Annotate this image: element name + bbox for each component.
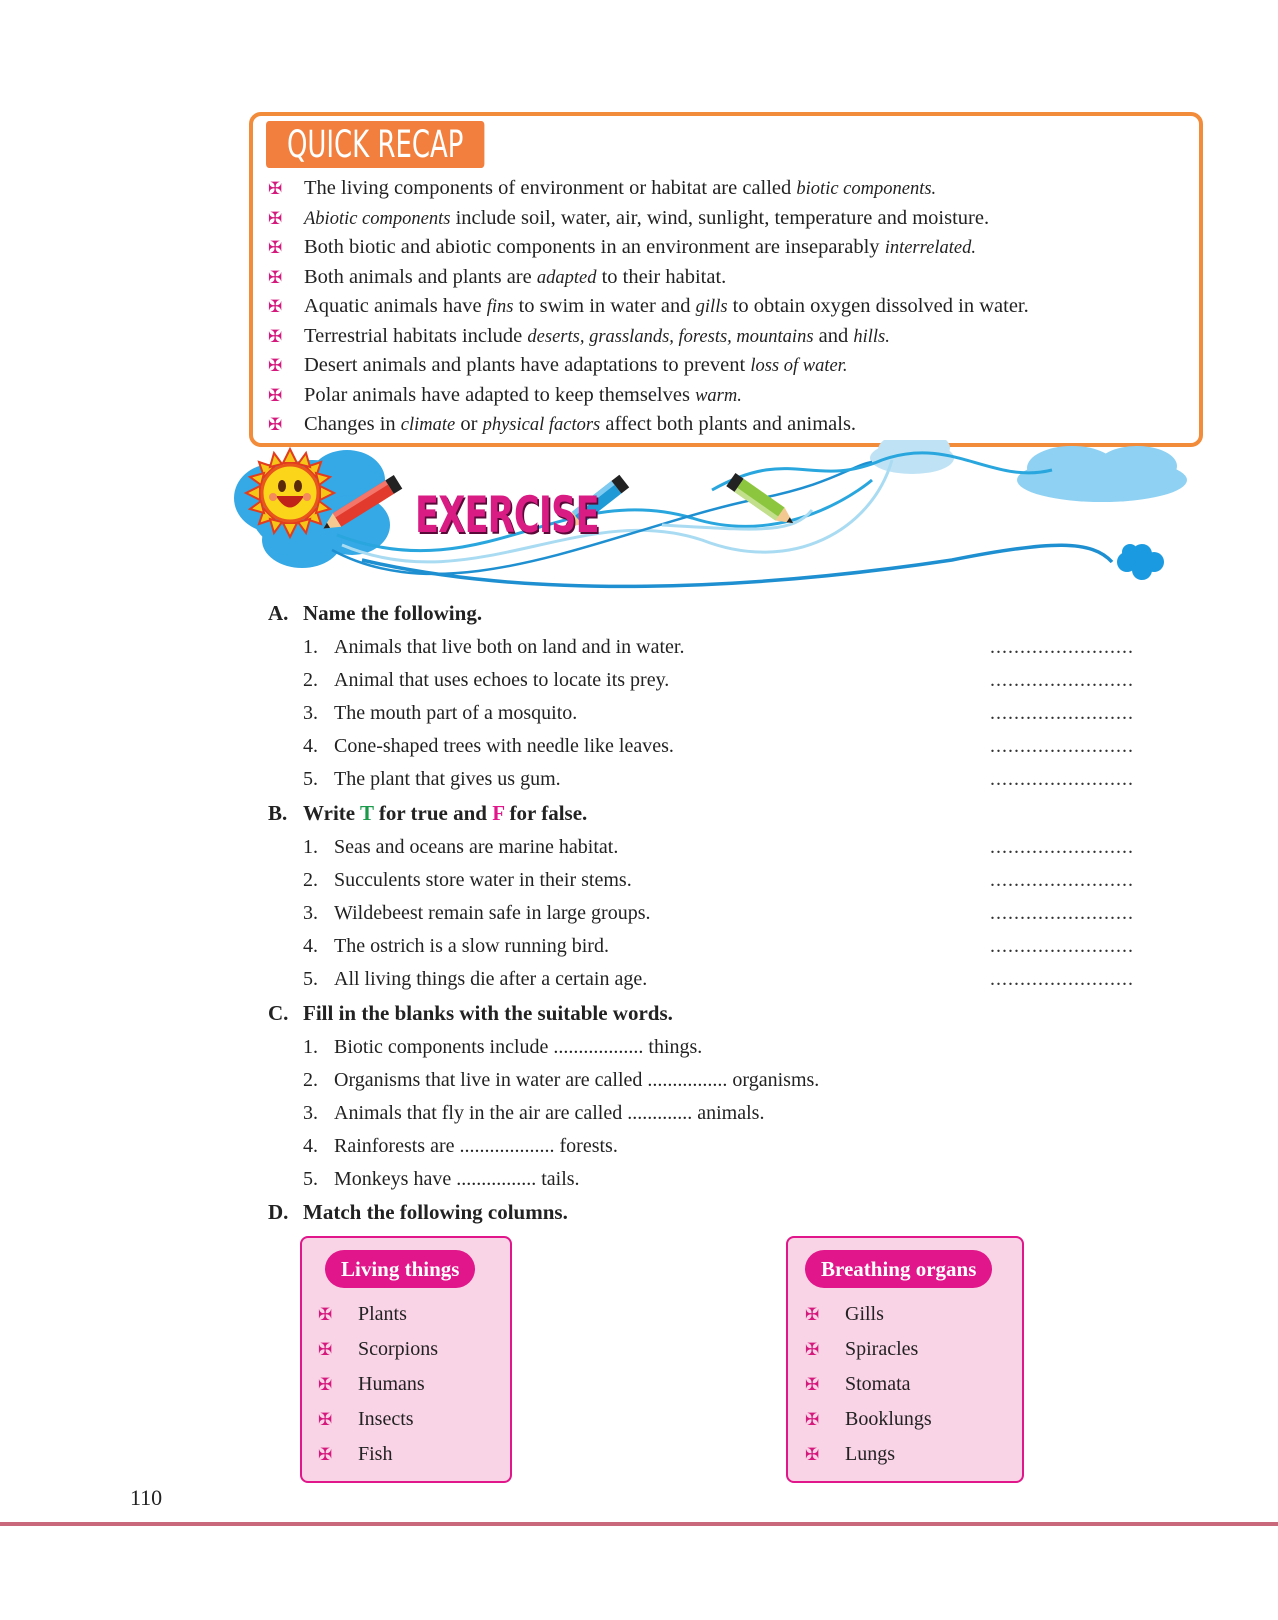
emphasis-text: gills: [695, 297, 728, 317]
question-text: Biotic components include: [334, 1036, 554, 1058]
question-text: Succulents store water in their stems.: [334, 869, 632, 891]
question-number: 2.: [303, 869, 318, 891]
section-c-questions: [303, 1033, 1163, 1198]
match-item[interactable]: [318, 1332, 438, 1367]
question-row: [303, 1099, 1163, 1132]
question-row: [303, 1165, 1163, 1198]
recap-item: [268, 410, 1168, 440]
question-number: 5.: [303, 968, 318, 990]
match-item-label: Scorpions: [358, 1338, 438, 1360]
recap-item: [268, 174, 1168, 204]
emphasis-text: loss of water.: [750, 356, 848, 376]
recap-item: [268, 204, 1168, 234]
maltese-cross-icon: ✠: [268, 179, 283, 198]
section-letter: A.: [268, 601, 289, 625]
living-things-title: Living things: [325, 1250, 475, 1288]
match-item[interactable]: [805, 1332, 932, 1367]
text: to obtain oxygen dissolved in water.: [727, 295, 1029, 317]
text: and: [813, 324, 854, 347]
exercise-title: EXERCISE: [415, 486, 599, 544]
fill-blank[interactable]: ................: [456, 1168, 537, 1190]
question-number: 1.: [303, 636, 318, 658]
answer-blank[interactable]: ........................: [990, 902, 1134, 924]
question-text: things.: [643, 1036, 703, 1058]
section-b-questions: [303, 833, 1163, 998]
answer-blank[interactable]: ........................: [990, 836, 1134, 858]
maltese-cross-icon: ✠: [805, 1445, 820, 1464]
match-item-label: Insects: [358, 1408, 414, 1430]
question-row: [303, 965, 1163, 998]
question-row: [303, 765, 1163, 798]
section-a-heading: [268, 599, 482, 627]
question-row: [303, 633, 1163, 666]
emphasis-text: physical factors: [482, 415, 601, 435]
question-text: Monkeys have: [334, 1168, 457, 1190]
question-text: Seas and oceans are marine habitat.: [334, 836, 619, 858]
maltese-cross-icon: ✠: [268, 208, 283, 228]
match-item-label: Spiracles: [845, 1338, 919, 1360]
question-number: 1.: [303, 836, 318, 858]
match-item-label: Plants: [358, 1303, 407, 1325]
section-c-heading: [268, 999, 673, 1027]
question-number: 5.: [303, 1168, 318, 1190]
maltese-cross-icon: ✠: [268, 326, 283, 346]
breathing-organs-title: Breathing organs: [805, 1250, 992, 1288]
match-item-label: Fish: [358, 1443, 393, 1465]
question-text: Wildebeest remain safe in large groups.: [334, 902, 651, 924]
question-row: [303, 932, 1163, 965]
text: affect both plants and animals.: [600, 413, 857, 435]
section-heading-text: Fill in the blanks with the suitable words.: [303, 1001, 673, 1025]
answer-blank[interactable]: ........................: [990, 968, 1134, 990]
emphasis-text: deserts, grasslands, forests, mountains: [527, 326, 814, 347]
maltese-cross-icon: ✠: [805, 1340, 820, 1359]
text: to swim in water and: [513, 295, 696, 317]
green-pencil-icon: [726, 473, 797, 530]
fill-blank[interactable]: ..................: [553, 1036, 644, 1058]
question-text: Cone-shaped trees with needle like leaves.: [334, 735, 674, 757]
match-item-label: Humans: [358, 1373, 425, 1395]
question: [303, 899, 651, 927]
match-item-label: Gills: [845, 1303, 884, 1325]
section-heading-text: Match the following columns.: [303, 1200, 568, 1224]
answer-blank[interactable]: ........................: [990, 702, 1134, 724]
question-text: All living things die after a certain age.: [334, 968, 648, 990]
maltese-cross-icon: ✠: [268, 385, 283, 405]
question-text: organisms.: [727, 1069, 820, 1091]
question-number: 1.: [303, 1036, 318, 1058]
living-things-list: [318, 1297, 438, 1472]
match-item[interactable]: [805, 1402, 932, 1437]
question-row: [303, 1132, 1163, 1165]
text: Aquatic animals have: [304, 295, 487, 317]
maltese-cross-icon: ✠: [805, 1410, 820, 1429]
question: [303, 932, 609, 960]
maltese-cross-icon: ✠: [318, 1445, 333, 1464]
question: [303, 732, 674, 760]
maltese-cross-icon: ✠: [268, 267, 283, 287]
text: or: [455, 413, 483, 435]
bottom-rule: [0, 1522, 1278, 1526]
question-number: 4.: [303, 735, 318, 757]
question-text: Organisms that live in water are called: [334, 1069, 648, 1091]
question: [303, 965, 647, 993]
large-cloud-icon: [1017, 446, 1187, 502]
maltese-cross-icon: ✠: [268, 356, 283, 375]
section-b-heading: [268, 799, 587, 827]
question: [303, 699, 577, 727]
section-letter: D.: [268, 1200, 289, 1224]
answer-blank[interactable]: ........................: [990, 669, 1134, 691]
text: Desert animals and plants have adaptations to prevent: [304, 354, 751, 376]
match-item[interactable]: [318, 1367, 438, 1402]
emphasis-text: interrelated.: [884, 238, 976, 258]
emphasis-text: Abiotic components: [304, 208, 451, 229]
section-letter: C.: [268, 1001, 289, 1025]
recap-item: [268, 263, 1168, 293]
recap-item: [268, 292, 1168, 322]
text: include soil, water, air, wind, sunlight, temperature and moisture.: [450, 206, 990, 229]
question: [303, 666, 669, 694]
page-number: 110: [130, 1485, 163, 1510]
wave-end-flower-icon: [1117, 544, 1164, 580]
heading-part: Write: [303, 801, 360, 825]
heading-part: for true and: [373, 801, 493, 825]
exercise-banner-art: [232, 440, 1232, 610]
question-row: [303, 699, 1163, 732]
emphasis-text: fins: [486, 297, 514, 317]
question-number: 5.: [303, 768, 318, 790]
question-number: 3.: [303, 902, 318, 924]
fill-blank[interactable]: .............: [627, 1102, 693, 1124]
maltese-cross-icon: ✠: [318, 1375, 333, 1394]
fill-blank[interactable]: ...................: [459, 1135, 555, 1157]
question-text: forests.: [554, 1135, 618, 1157]
recap-item: [268, 381, 1168, 411]
question-text: tails.: [536, 1168, 580, 1190]
question-number: 4.: [303, 1135, 318, 1157]
question-number: 2.: [303, 1069, 318, 1091]
section-letter: B.: [268, 801, 288, 825]
question-row: [303, 1033, 1163, 1066]
question-number: 4.: [303, 935, 318, 957]
text: Both animals and plants are: [304, 265, 537, 288]
question: [303, 633, 685, 661]
question-row: [303, 833, 1163, 866]
recap-item: [268, 322, 1168, 352]
emphasis-text: climate: [400, 415, 456, 435]
match-item[interactable]: [805, 1297, 932, 1332]
question-number: 2.: [303, 669, 318, 691]
fill-blank[interactable]: ................: [647, 1069, 728, 1091]
emphasis-text: adapted: [536, 267, 597, 288]
text: Both biotic and abiotic components in an environment are inseparably: [304, 236, 885, 258]
maltese-cross-icon: ✠: [268, 297, 283, 316]
recap-item: [268, 351, 1168, 381]
text: Terrestrial habitats include: [304, 324, 528, 347]
maltese-cross-icon: ✠: [268, 238, 283, 257]
match-item[interactable]: [805, 1437, 932, 1472]
text: The living components of environment or habitat are called: [304, 177, 797, 199]
question-text: animals.: [692, 1102, 765, 1124]
question: [303, 765, 561, 793]
section-d-heading: [268, 1198, 568, 1226]
section-a-questions: [303, 633, 1163, 798]
question-row: [303, 732, 1163, 765]
question-text: Rainforests are: [334, 1135, 460, 1157]
text: to their habitat.: [596, 265, 727, 288]
question-text: The mouth part of a mosquito.: [334, 702, 578, 724]
question-number: 3.: [303, 1102, 318, 1124]
maltese-cross-icon: ✠: [805, 1375, 820, 1394]
match-item-label: Booklungs: [845, 1408, 932, 1430]
match-item[interactable]: [318, 1297, 438, 1332]
question-row: [303, 899, 1163, 932]
answer-blank[interactable]: ........................: [990, 935, 1134, 957]
answer-blank[interactable]: ........................: [990, 735, 1134, 757]
emphasis-text: warm.: [695, 385, 742, 406]
recap-item: [268, 233, 1168, 263]
question-text: Animal that uses echoes to locate its prey.: [334, 669, 670, 691]
emphasis-text: biotic components.: [796, 179, 937, 199]
question-text: Animals that live both on land and in water.: [334, 636, 685, 658]
question-row: [303, 866, 1163, 899]
match-item[interactable]: [318, 1437, 438, 1472]
quick-recap-title: QUICK RECAP: [266, 121, 484, 168]
small-cloud-icon: [870, 440, 954, 474]
answer-blank[interactable]: ........................: [990, 869, 1134, 891]
maltese-cross-icon: ✠: [318, 1340, 333, 1359]
heading-part: for false.: [504, 801, 588, 825]
question: [303, 833, 618, 861]
smiling-sun-icon: [246, 449, 334, 537]
true-letter: T: [359, 801, 374, 825]
text: Polar animals have adapted to keep themselves: [304, 383, 696, 406]
question-number: 3.: [303, 702, 318, 724]
question: [303, 866, 632, 894]
emphasis-text: hills.: [853, 326, 890, 347]
maltese-cross-icon: ✠: [318, 1410, 333, 1429]
answer-blank[interactable]: ........................: [990, 636, 1134, 658]
question-text: Animals that fly in the air are called: [334, 1102, 628, 1124]
question-row: [303, 1066, 1163, 1099]
breathing-organs-list: [805, 1297, 932, 1472]
quick-recap-list: [268, 174, 1168, 440]
maltese-cross-icon: ✠: [805, 1305, 820, 1324]
question-text: The ostrich is a slow running bird.: [334, 935, 609, 957]
false-letter: F: [492, 801, 505, 825]
match-item-label: Stomata: [845, 1373, 911, 1395]
section-heading-text: Name the following.: [303, 601, 483, 625]
match-item-label: Lungs: [845, 1443, 895, 1465]
match-item[interactable]: [805, 1367, 932, 1402]
match-item[interactable]: [318, 1402, 438, 1437]
question-row: [303, 666, 1163, 699]
text: Changes in: [304, 413, 401, 435]
maltese-cross-icon: ✠: [318, 1305, 333, 1324]
maltese-cross-icon: ✠: [268, 415, 283, 434]
question-text: The plant that gives us gum.: [334, 768, 561, 790]
answer-blank[interactable]: ........................: [990, 768, 1134, 790]
